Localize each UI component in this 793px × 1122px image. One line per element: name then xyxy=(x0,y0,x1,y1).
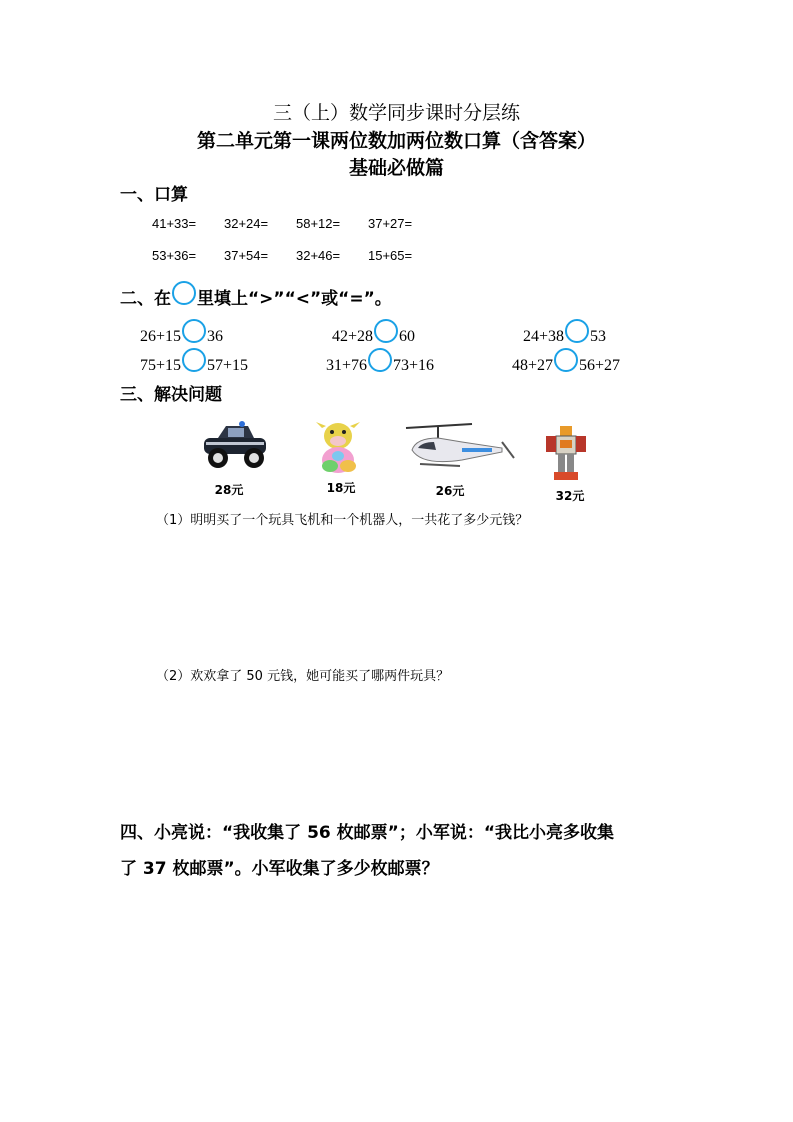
calc-item: 53+36= xyxy=(152,248,197,263)
calc-item: 37+54= xyxy=(224,248,269,263)
section2-title-pre: 二、在 xyxy=(120,289,171,309)
calc-item: 37+27= xyxy=(368,216,413,231)
answer-circle[interactable] xyxy=(182,348,206,372)
calc-item: 32+24= xyxy=(224,216,269,231)
compare-right: 73+16 xyxy=(393,357,435,374)
doc-subtitle: 第二单元第一课两位数加两位数口算（含答案） xyxy=(196,130,596,152)
answer-circle[interactable] xyxy=(565,319,589,343)
section2-title xyxy=(120,284,392,309)
compare-item xyxy=(326,354,434,378)
answer-circle[interactable] xyxy=(368,348,392,372)
compare-item xyxy=(332,325,415,349)
helicopter-icon xyxy=(402,420,520,474)
answer-circle[interactable] xyxy=(554,348,578,372)
question-1: （1）明明买了一个玩具飞机和一个机器人，一共花了多少元钱？ xyxy=(156,513,529,528)
section3-title: 三、解决问题 xyxy=(120,385,222,405)
compare-left: 48+27 xyxy=(512,357,554,374)
doc-title: 三（上）数学同步课时分层练 xyxy=(272,102,520,124)
compare-right: 53 xyxy=(590,328,607,345)
blank-circle-icon xyxy=(172,281,196,305)
compare-item xyxy=(512,354,620,378)
compare-item xyxy=(140,354,248,378)
doc-level: 基础必做篇 xyxy=(348,157,444,179)
section4-line1: 四、小亮说：“我收集了 56 枚邮票”；小军说：“我比小亮多收集 xyxy=(120,823,615,843)
compare-left: 75+15 xyxy=(140,357,182,374)
section4-line2: 了 37 枚邮票”。小军收集了多少枚邮票？ xyxy=(120,859,439,879)
compare-item xyxy=(523,325,606,349)
answer-circle[interactable] xyxy=(374,319,398,343)
compare-left: 31+76 xyxy=(326,357,368,374)
car-icon xyxy=(198,420,272,472)
robot-icon xyxy=(544,424,588,484)
compare-item xyxy=(140,325,223,349)
toy-price: 28元 xyxy=(214,483,244,497)
compare-left: 26+15 xyxy=(140,328,182,345)
compare-right: 57+15 xyxy=(207,357,249,374)
compare-right: 60 xyxy=(399,328,416,345)
compare-right: 36 xyxy=(207,328,224,345)
doll-icon xyxy=(310,420,366,476)
toy-price: 32元 xyxy=(555,489,585,503)
answer-circle[interactable] xyxy=(182,319,206,343)
section2-title-post: 里填上“>”“<”或“=”。 xyxy=(197,289,392,309)
compare-left: 24+38 xyxy=(523,328,565,345)
section1-title: 一、口算 xyxy=(120,185,188,205)
compare-left: 42+28 xyxy=(332,328,374,345)
calc-item: 41+33= xyxy=(152,216,197,231)
calc-item: 15+65= xyxy=(368,248,413,263)
compare-right: 56+27 xyxy=(579,357,621,374)
calc-item: 58+12= xyxy=(296,216,341,231)
toy-price: 18元 xyxy=(326,481,356,495)
calc-item: 32+46= xyxy=(296,248,341,263)
question-2: （2）欢欢拿了 50 元钱，她可能买了哪两件玩具？ xyxy=(156,669,450,684)
toy-price: 26元 xyxy=(435,484,465,498)
